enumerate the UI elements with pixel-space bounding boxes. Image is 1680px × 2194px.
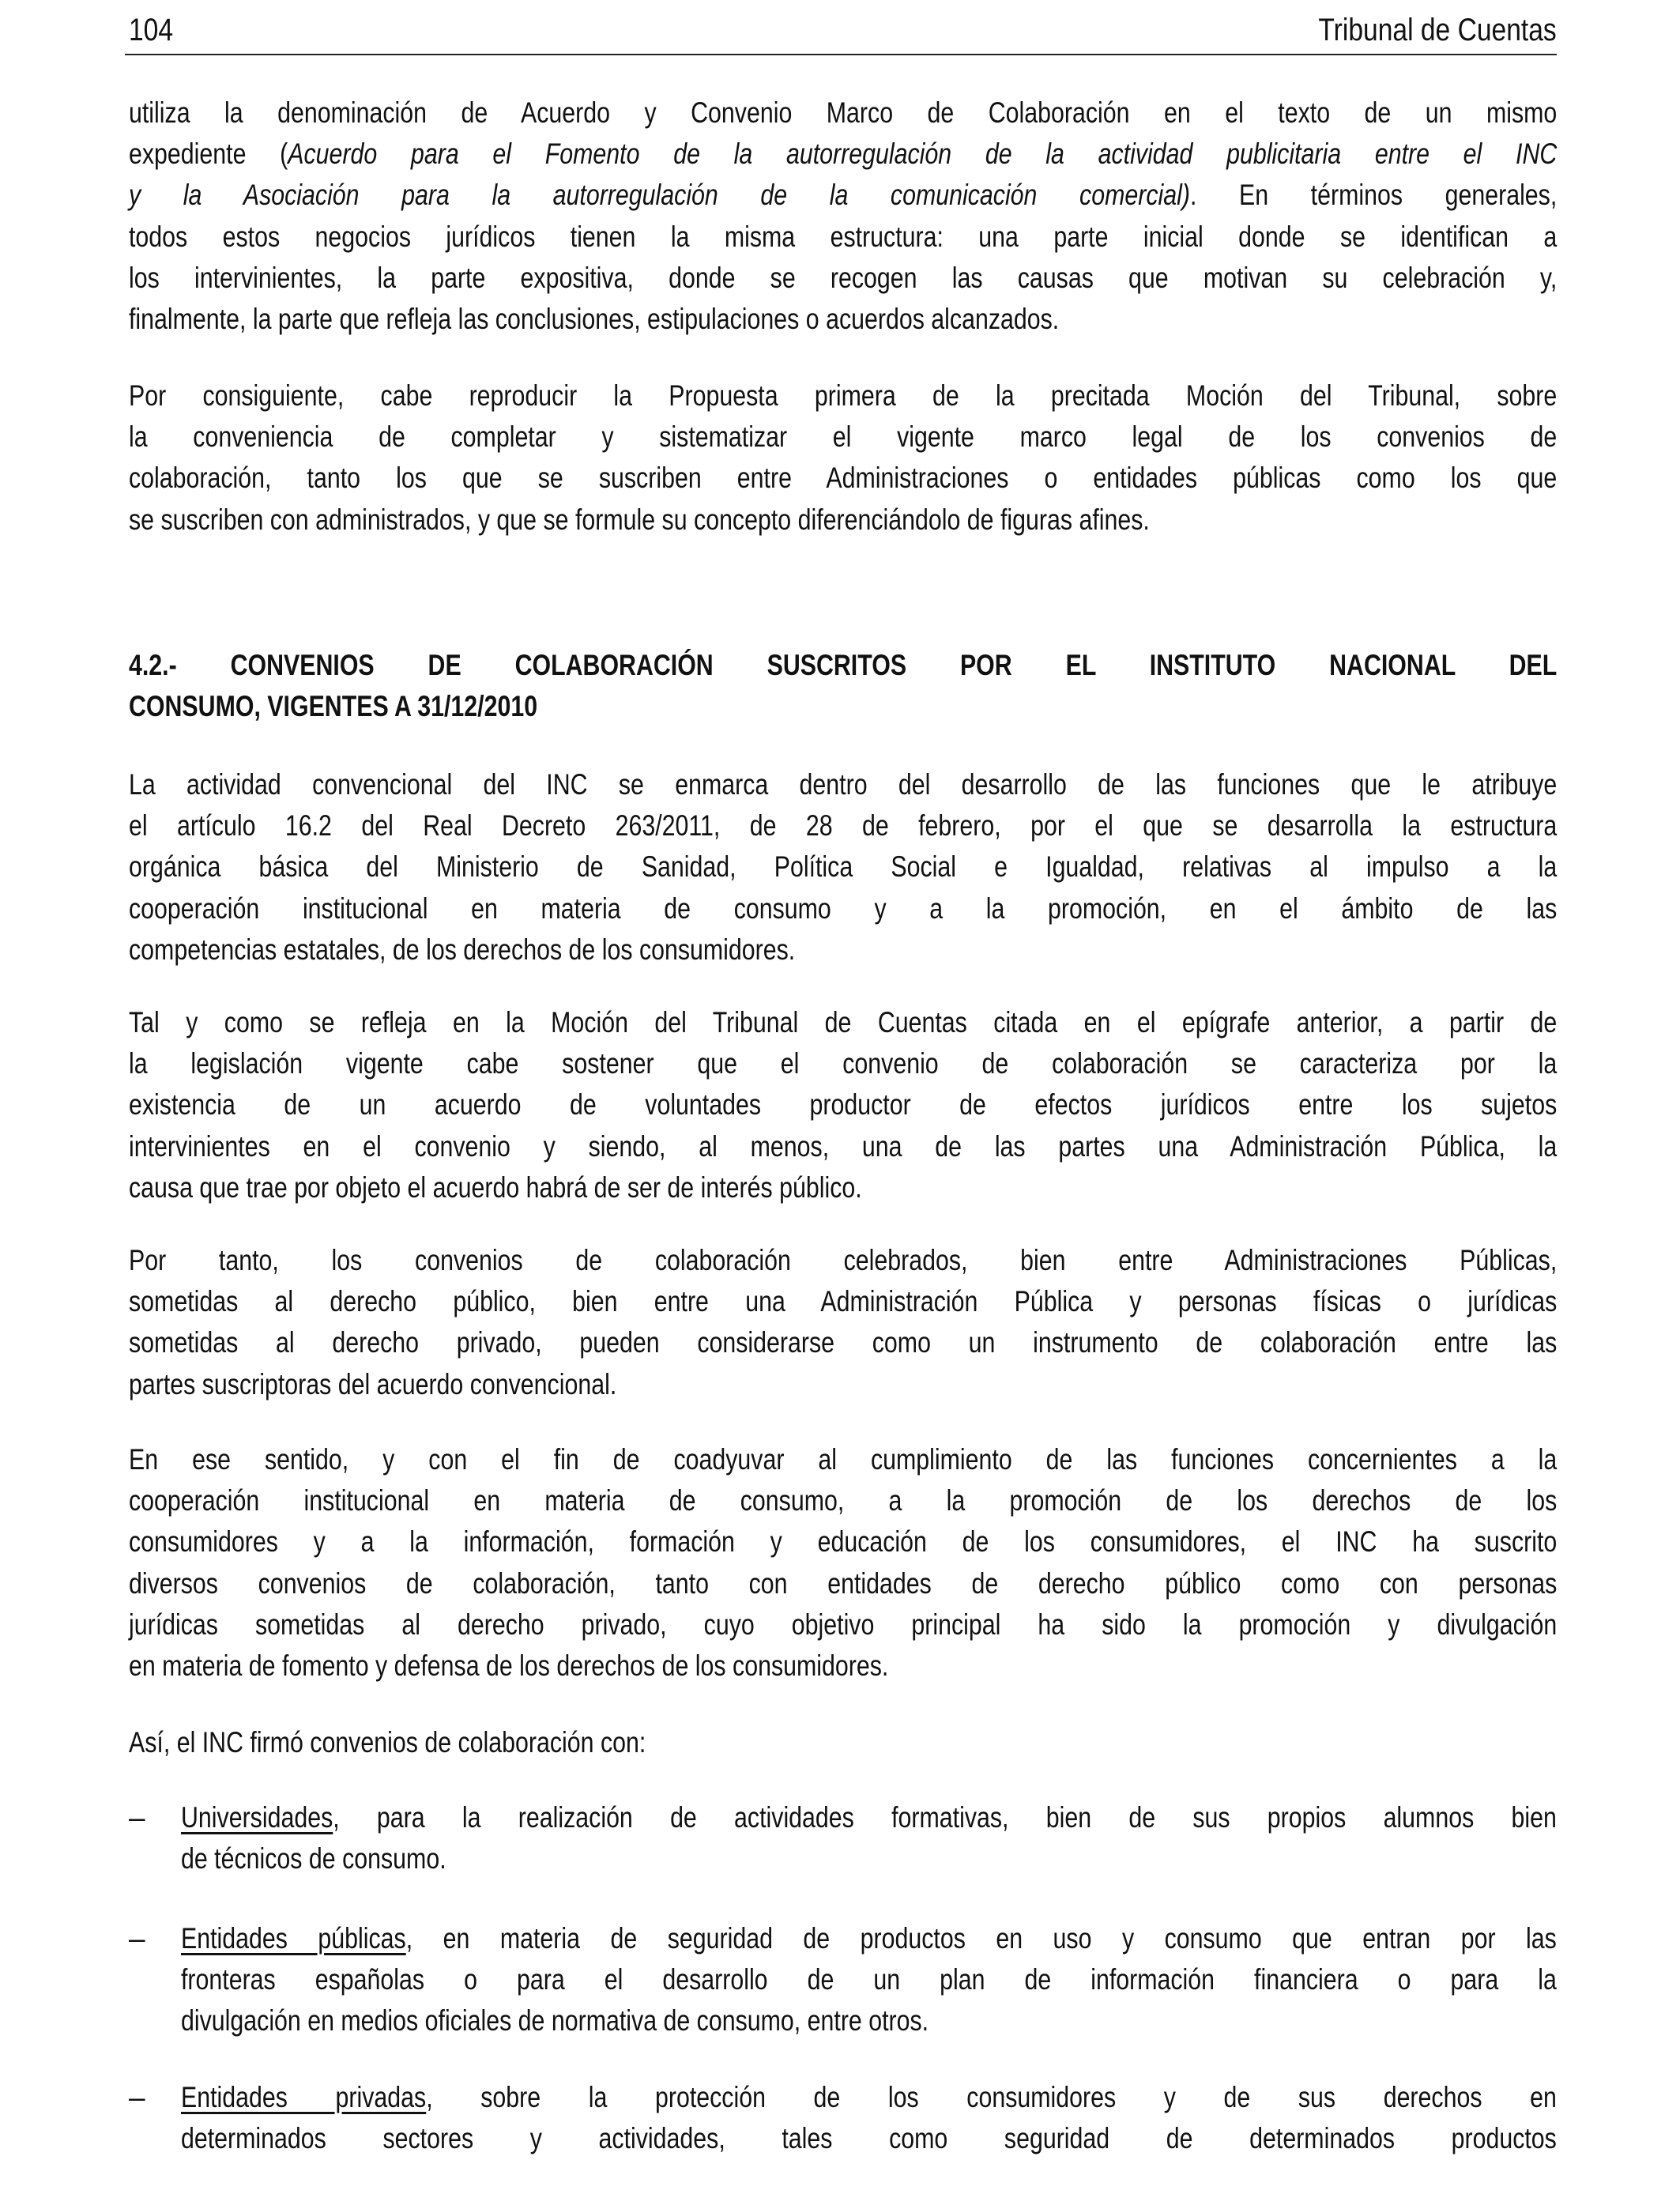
text-line: [181, 1918, 1557, 1959]
text-line: La actividad convencional del INC se enmarca dentro del desarrollo de las funciones que le atribuye: [129, 768, 1558, 801]
underlined-term: Entidades públicas: [181, 1922, 406, 1955]
text-line: consumidores y a la información, formación y educación de los consumidores, el INC ha suscrito: [129, 1525, 1558, 1559]
list-item: [181, 1918, 1557, 2042]
text-line: la conveniencia de completar y sistematizar el vigente marco legal de los convenios de: [129, 420, 1558, 454]
text-line: Por tanto, los convenios de colaboración celebrados, bien entre Administraciones Públicas,: [129, 1244, 1558, 1276]
list-item: [181, 2077, 1557, 2159]
underlined-term: Universidades: [181, 1801, 333, 1834]
text-line: los intervinientes, la parte expositiva, donde se recogen las causas que motivan su celebración y,: [129, 261, 1558, 294]
text-line: Tal y como se refleja en la Moción del Tribunal de Cuentas citada en el epígrafe anterior, a partir de: [129, 1006, 1558, 1039]
paragraph: [129, 1722, 1557, 1763]
underlined-term: Entidades privadas: [181, 2081, 427, 2113]
text-line: causa que trae por objeto el acuerdo habrá de ser de interés público.: [129, 1171, 862, 1204]
list-bullet-dash: –: [129, 1801, 145, 1834]
italic-title: Acuerdo para el Fomento de la autorregulación de la actividad publicitaria entre el INC: [288, 138, 1558, 171]
text-line: se suscriben con administrados, y que se formule su concepto diferenciándolo de figuras afines.: [129, 503, 1150, 536]
text-line: orgánica básica del Ministerio de Sanidad, Política Social e Igualdad, relativas al impulso a la: [129, 850, 1558, 884]
text-line: [181, 2077, 1557, 2118]
text-line: [129, 134, 1557, 175]
text-segment: expediente (: [129, 138, 288, 171]
text-line: sometidas al derecho privado, pueden considerarse como un instrumento de colaboración entre las: [129, 1326, 1558, 1359]
text-line: determinados sectores y actividades, tales como seguridad de determinados productos: [181, 2122, 1557, 2155]
text-line: intervinientes en el convenio y siendo, al menos, una de las partes una Administración Pública, la: [129, 1129, 1558, 1163]
text-line: existencia de un acuerdo de voluntades productor de efectos jurídicos entre los sujetos: [129, 1088, 1558, 1122]
paragraph: [129, 764, 1557, 971]
text-line: cooperación institucional en materia de consumo, a la promoción de los derechos de los: [129, 1484, 1558, 1517]
text-line: En ese sentido, y con el fin de coadyuvar al cumplimiento de las funciones concernientes a la: [129, 1443, 1558, 1476]
text-line: diversos convenios de colaboración, tanto con entidades de derecho público como con personas: [129, 1566, 1558, 1600]
text-segment: , para la realización de actividades formativas, bien de sus propios alumnos bien: [333, 1801, 1557, 1834]
text-line: finalmente, la parte que refleja las conclusiones, estipulaciones o acuerdos alcanzados.: [129, 302, 1060, 335]
text-line: utiliza la denominación de Acuerdo y Convenio Marco de Colaboración en el texto de un mismo: [129, 96, 1558, 129]
text-line: Así, el INC firmó convenios de colaboración con:: [129, 1726, 646, 1759]
list-bullet-dash: –: [129, 2081, 145, 2113]
paragraph: [129, 375, 1557, 541]
paragraph: [129, 1439, 1557, 1687]
text-segment: , en materia de seguridad de productos en uso y consumo que entran por las: [405, 1922, 1557, 1955]
text-line: CONSUMO, VIGENTES A 31/12/2010: [129, 690, 538, 723]
page-number: 104: [129, 13, 174, 47]
text-line: todos estos negocios jurídicos tienen la misma estructura: una parte inicial donde se identifican a: [129, 220, 1558, 253]
section-heading: [129, 645, 1557, 727]
text-line: [181, 1797, 1557, 1838]
text-line: en materia de fomento y defensa de los derechos de los consumidores.: [129, 1649, 889, 1682]
paragraph: [129, 1002, 1557, 1208]
running-header-title: Tribunal de Cuentas: [1318, 13, 1557, 47]
header-rule: [125, 54, 1557, 55]
text-line: 4.2.- CONVENIOS DE COLABORACIÓN SUSCRITOS POR EL INSTITUTO NACIONAL DEL: [129, 649, 1558, 681]
text-line: la legislación vigente cabe sostener que el convenio de colaboración se caracteriza por la: [129, 1047, 1558, 1080]
text-line: de técnicos de consumo.: [181, 1842, 446, 1875]
paragraph: [129, 92, 1557, 340]
text-line: jurídicas sometidas al derecho privado, cuyo objetivo principal ha sido la promoción y divulgación: [129, 1608, 1558, 1641]
text-line: colaboración, tanto los que se suscriben entre Administraciones o entidades públicas como los que: [129, 462, 1558, 495]
text-line: fronteras españolas o para el desarrollo de un plan de información financiera o para la: [181, 1963, 1557, 1996]
text-line: competencias estatales, de los derechos de los consumidores.: [129, 933, 796, 966]
text-line: sometidas al derecho público, bien entre una Administración Pública y personas físicas o jurídicas: [129, 1285, 1558, 1318]
text-line: el artículo 16.2 del Real Decreto 263/2011, de 28 de febrero, por el que se desarrolla la estructura: [129, 809, 1558, 843]
text-line: Por consiguiente, cabe reproducir la Propuesta primera de la precitada Moción del Tribunal, sobre: [129, 379, 1558, 412]
text-segment: , sobre la protección de los consumidores y de sus derechos en: [426, 2081, 1557, 2113]
text-segment: . En términos generales,: [1189, 179, 1558, 212]
text-line: divulgación en medios oficiales de normativa de consumo, entre otros.: [181, 2004, 929, 2038]
italic-title: y la Asociación para la autorregulación de la comunicación comercial): [129, 179, 1190, 212]
text-line: cooperación institucional en materia de consumo y a la promoción, en el ámbito de las: [129, 892, 1558, 925]
list-item: [181, 1797, 1557, 1879]
list-bullet-dash: –: [129, 1922, 145, 1955]
paragraph: [129, 1240, 1557, 1405]
text-line: partes suscriptoras del acuerdo convencional.: [129, 1367, 617, 1400]
text-line: [129, 175, 1557, 216]
